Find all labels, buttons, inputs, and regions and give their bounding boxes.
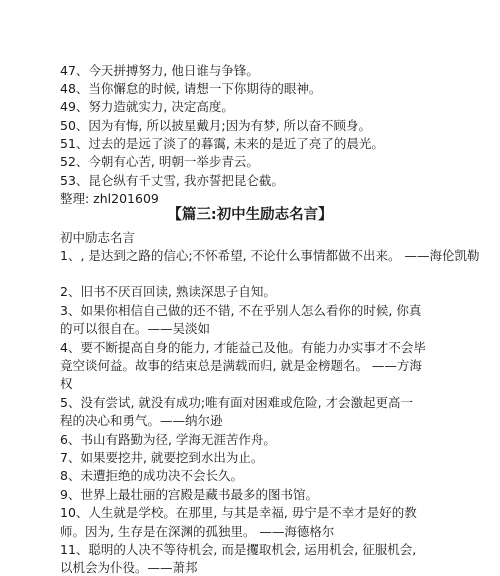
quote-line: 5、没有尝试, 就没有成功;唯有面对困难或危险, 才会激起更高一: [60, 395, 414, 410]
quote-line: 10、人生就是学校。在那里, 与其是幸福, 毋宁是不幸才是好的教: [60, 505, 417, 520]
quote-line: 8、未遭拒绝的成功决不会长久。: [60, 468, 243, 483]
quote-line: 6、书山有路勤为径, 学海无涯苦作舟。: [60, 432, 276, 447]
section-heading: 【篇三:初中生励志名言】: [167, 207, 333, 223]
quote-line: 48、当你懈怠的时候, 请想一下你期待的眼神。: [60, 81, 322, 96]
quote-line: 53、昆仑纵有千丈雪, 我亦誓把昆仑截。: [60, 173, 284, 188]
quote-line: 51、过去的是远了淡了的暮霭, 未来的是近了亮了的晨光。: [60, 136, 384, 151]
section-subtitle: 初中励志名言: [60, 230, 136, 245]
quote-line: 1、, 是达到之路的信心;不怀希望, 不论什么事情都做不出来。 ——海伦凯勒: [60, 248, 480, 263]
quote-line: 2、旧书不厌百回读, 熟读深思子自知。: [60, 284, 276, 299]
quote-line: 的可以很自在。——吴淡如: [60, 321, 211, 336]
quote-line: 3、如果你相信自己做的还不错, 不在乎别人怎么看你的时候, 你真: [60, 303, 422, 318]
quote-line: 9、世界上最壮丽的宫殿是藏书最多的图书馆。: [60, 487, 318, 502]
quote-line: 竟空谈何益。故事的结束总是满载而归, 就是金榜题名。 ——方海: [60, 358, 422, 373]
quote-line: 49、努力造就实力, 决定高度。: [60, 99, 234, 114]
quote-line: 47、今天拼搏努力, 他日谁与争锋。: [60, 63, 259, 78]
quote-line: 7、如果要挖井, 就要挖到水出为止。: [60, 450, 264, 465]
quote-line: 以机会为仆役。——萧邦: [60, 560, 198, 575]
quote-line: 52、今朝有心苦, 明朝一举步青云。: [60, 154, 259, 169]
quote-line: 程的决心和勇气。——纳尔逊: [60, 413, 223, 428]
quote-line: 权: [60, 376, 73, 391]
editor-note: 整理: zhl201609: [60, 191, 159, 206]
quote-line: 师。因为, 生存是在深渊的孤独里。 ——海德格尔: [60, 524, 335, 539]
quote-line: 50、因为有悔, 所以披星戴月;因为有梦, 所以奋不顾身。: [60, 118, 372, 133]
quote-line: 4、要不断提高自身的能力, 才能益己及他。有能力办实事才不会毕: [60, 340, 426, 355]
quote-line: 11、聪明的人决不等待机会, 而是攫取机会, 运用机会, 征服机会,: [60, 542, 417, 557]
